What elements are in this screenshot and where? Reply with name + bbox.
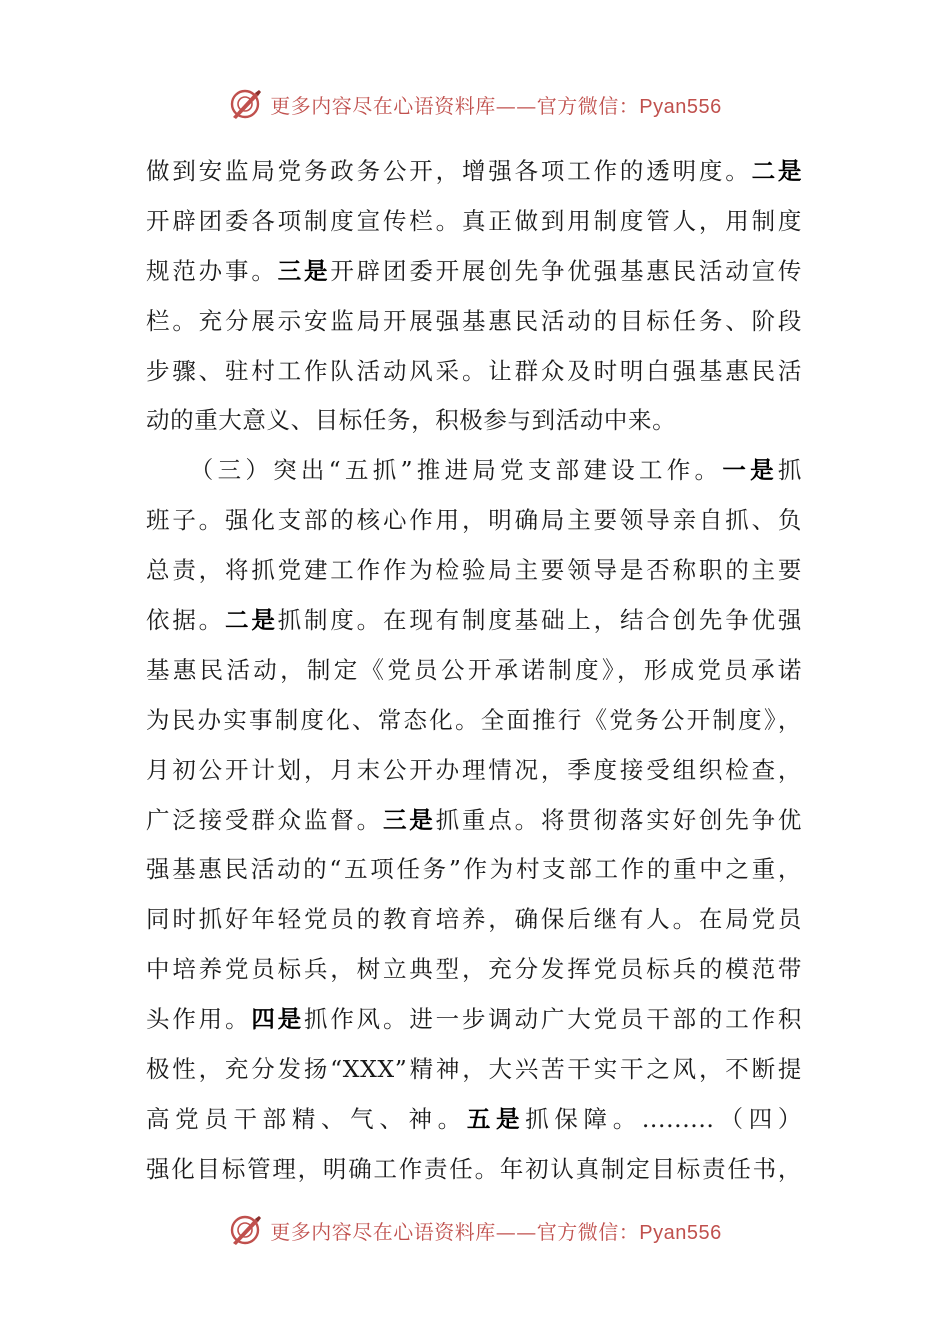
banner-wechat-label: 官方微信： <box>536 93 640 118</box>
text-run: 高党员干部精、气、神。 <box>146 1104 467 1133</box>
text-line <box>146 197 802 247</box>
text-run: 栏。充分展示安监局开展强基惠民活动的目标任务、阶段 <box>146 306 802 335</box>
text-line <box>146 1145 802 1195</box>
text-line <box>146 646 802 696</box>
text-line <box>146 796 802 846</box>
bold-marker: 五是 <box>466 1104 526 1133</box>
text-run: 总责，将抓党建工作作为检验局主要领导是否称职的主要 <box>146 556 802 585</box>
banner-dash: —— <box>495 1219 537 1244</box>
text-run: 强基惠民活动的“五项任务”作为村支部工作的重中之重， <box>146 855 802 884</box>
banner-site-name: 更多内容尽在心语资料库 <box>270 1219 496 1244</box>
text-line <box>146 1045 802 1095</box>
bold-marker: 二是 <box>751 157 802 185</box>
bold-marker: 三是 <box>382 805 436 834</box>
text-run: 动的重大意义、目标任务，积极参与到活动中来。 <box>146 406 677 435</box>
text-line <box>146 696 802 746</box>
text-run: 极性，充分发扬“XXX”精神，大兴苦干实干之风，不断提 <box>146 1055 802 1084</box>
text-run: 抓 <box>777 456 803 485</box>
text-line <box>146 147 802 197</box>
bold-marker: 一是 <box>722 456 778 485</box>
banner-dash: —— <box>495 93 537 118</box>
text-line <box>146 396 802 446</box>
text-run: 规范办事。 <box>146 256 278 285</box>
text-line <box>146 496 802 546</box>
text-run: 依据。 <box>146 606 225 635</box>
banner-site-name: 更多内容尽在心语资料库 <box>270 93 496 118</box>
pen-circle-icon <box>228 1213 262 1247</box>
text-run: 广泛接受群众监督。 <box>146 805 383 834</box>
text-line <box>146 247 802 297</box>
text-run: 开辟团委开展创先争优强基惠民活动宣传 <box>330 256 803 285</box>
text-line <box>146 347 802 397</box>
text-run: 抓作风。进一步调动广大党员干部的工作积 <box>304 1005 803 1034</box>
text-run: 步骤、驻村工作队活动风采。让群众及时明白强基惠民活 <box>146 356 802 385</box>
banner-wechat-label: 官方微信： <box>536 1219 640 1244</box>
text-line <box>146 546 802 596</box>
text-line <box>146 895 802 945</box>
text-run: （三）突出“五抓”推进局党支部建设工作。 <box>146 456 723 485</box>
text-line <box>146 596 802 646</box>
bold-marker: 二是 <box>225 606 278 635</box>
text-run: 为民办实事制度化、常态化。全面推行《党务公开制度》， <box>146 705 802 734</box>
text-run: 抓制度。在现有制度基础上，结合创先争优强 <box>277 606 803 635</box>
text-line <box>146 995 802 1045</box>
banner-text <box>270 1216 721 1245</box>
text-run: 开辟团委各项制度宣传栏。真正做到用制度管人，用制度 <box>146 206 802 235</box>
header-watermark-banner <box>0 82 950 126</box>
text-run: 中培养党员标兵，树立典型，充分发挥党员标兵的模范带 <box>146 955 802 984</box>
text-run: 抓保障。.........（四） <box>525 1104 802 1133</box>
banner-text <box>270 90 721 119</box>
text-run: 班子。强化支部的核心作用，明确局主要领导亲自抓、负 <box>146 506 802 535</box>
text-line <box>146 746 802 796</box>
text-run: 做到安监局党务政务公开，增强各项工作的透明度。 <box>146 157 752 185</box>
text-line <box>146 297 802 347</box>
text-run: 基惠民活动，制定《党员公开承诺制度》，形成党员承诺 <box>146 655 802 684</box>
bold-marker: 四是 <box>251 1005 304 1034</box>
text-line <box>146 945 802 995</box>
text-run: 月初公开计划，月末公开办理情况，季度接受组织检查， <box>146 755 802 784</box>
bold-marker: 三是 <box>277 256 331 285</box>
text-run: 强化目标管理，明确工作责任。年初认真制定目标责任书， <box>146 1154 802 1183</box>
text-run: 抓重点。将贯彻落实好创先争优 <box>435 805 803 834</box>
pen-circle-icon <box>228 87 262 121</box>
text-run: 同时抓好年轻党员的教育培养，确保后继有人。在局党员 <box>146 905 802 934</box>
document-body <box>146 147 802 1195</box>
banner-wechat-id: Pyan556 <box>639 95 722 118</box>
text-line <box>146 1095 802 1145</box>
banner-wechat-id: Pyan556 <box>639 1221 722 1244</box>
text-run: 头作用。 <box>146 1005 252 1034</box>
text-line <box>146 446 802 496</box>
text-line <box>146 845 802 895</box>
footer-watermark-banner <box>0 1208 950 1252</box>
